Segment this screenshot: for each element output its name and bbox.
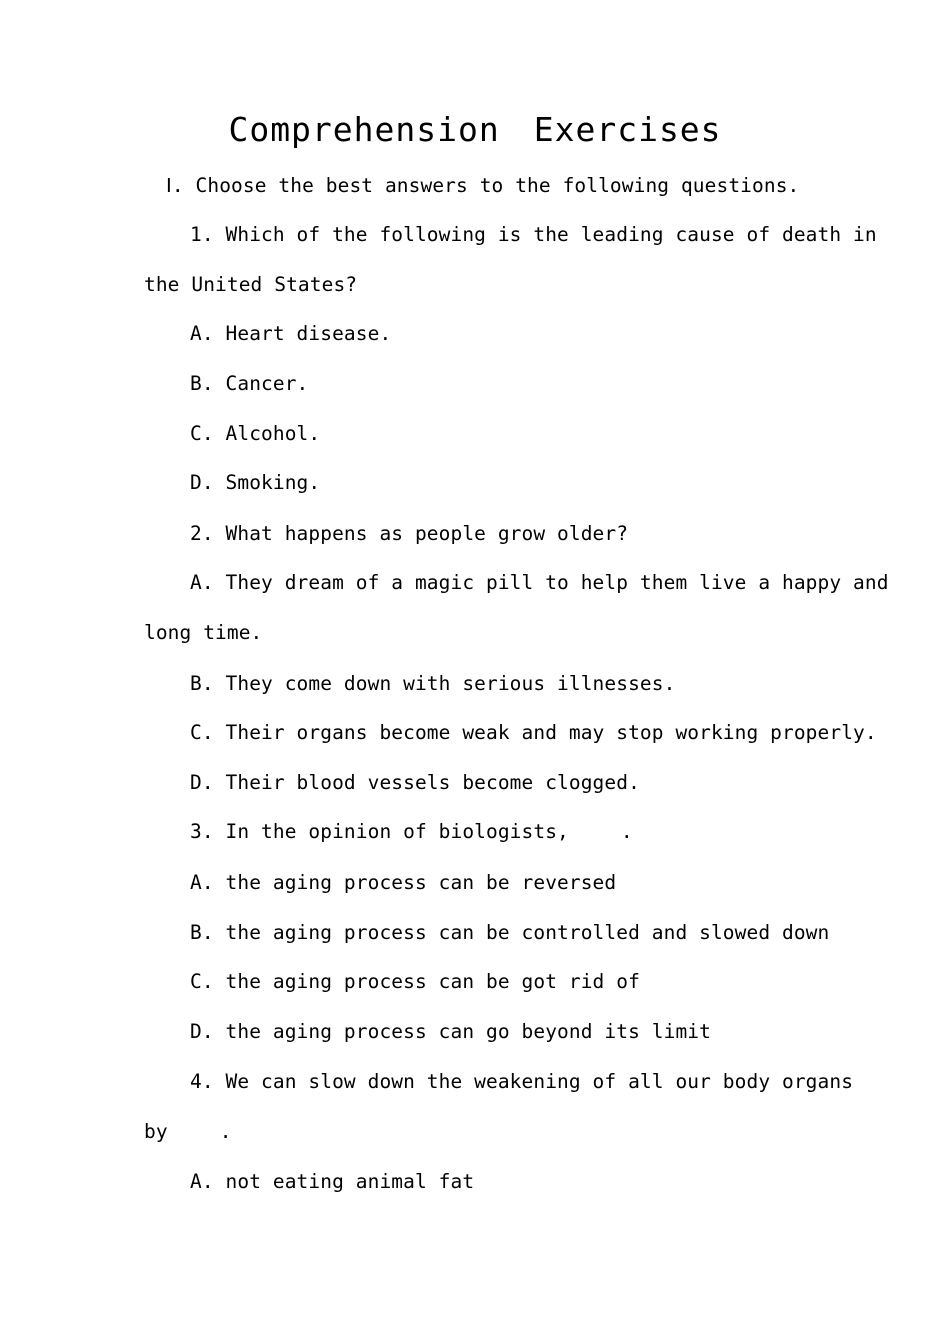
question-3-stem-text: 3. In the opinion of biologists, <box>190 820 569 843</box>
question-1-stem-line-1: 1. Which of the following is the leading cause of death in <box>190 223 877 246</box>
question-2-option-d: D. Their blood vessels become clogged. <box>190 771 640 794</box>
question-3-option-c: C. the aging process can be got rid of <box>190 970 640 993</box>
question-4-stem-text: by <box>144 1120 168 1143</box>
question-4-stem-line-1: 4. We can slow down the weakening of all our body organs <box>190 1070 854 1093</box>
question-1-option-b: B. Cancer. <box>190 372 309 395</box>
question-4-stem-line-2 <box>144 1120 232 1144</box>
question-2-option-c: C. Their organs become weak and may stop working properly. <box>190 721 877 744</box>
question-3-option-b: B. the aging process can be controlled and slowed down <box>190 921 830 944</box>
question-2-option-a: A. They dream of a magic pill to help them live a happy and <box>190 571 889 594</box>
question-1-stem-line-2: the United States? <box>144 273 358 296</box>
question-3-option-a: A. the aging process can be reversed <box>190 871 617 894</box>
question-1-option-a: A. Heart disease. <box>190 322 392 345</box>
question-2-option-b: B. They come down with serious illnesses. <box>190 672 676 695</box>
question-4-stem-end: . <box>219 1120 232 1143</box>
section-heading: Ⅰ. Choose the best answers to the following questions. <box>166 174 800 197</box>
question-2-option-a-continued: long time. <box>144 621 263 644</box>
question-3-option-d: D. the aging process can go beyond its limit <box>190 1020 711 1043</box>
question-1-option-c: C. Alcohol. <box>190 422 321 445</box>
question-4-option-a: A. not eating animal fat <box>190 1170 475 1193</box>
question-3-stem-end: . <box>620 820 633 843</box>
question-1-option-d: D. Smoking. <box>190 471 321 494</box>
question-3-stem <box>190 820 633 844</box>
page-title: Comprehension Exercises <box>228 110 722 149</box>
question-2-stem: 2. What happens as people grow older? <box>190 522 629 545</box>
